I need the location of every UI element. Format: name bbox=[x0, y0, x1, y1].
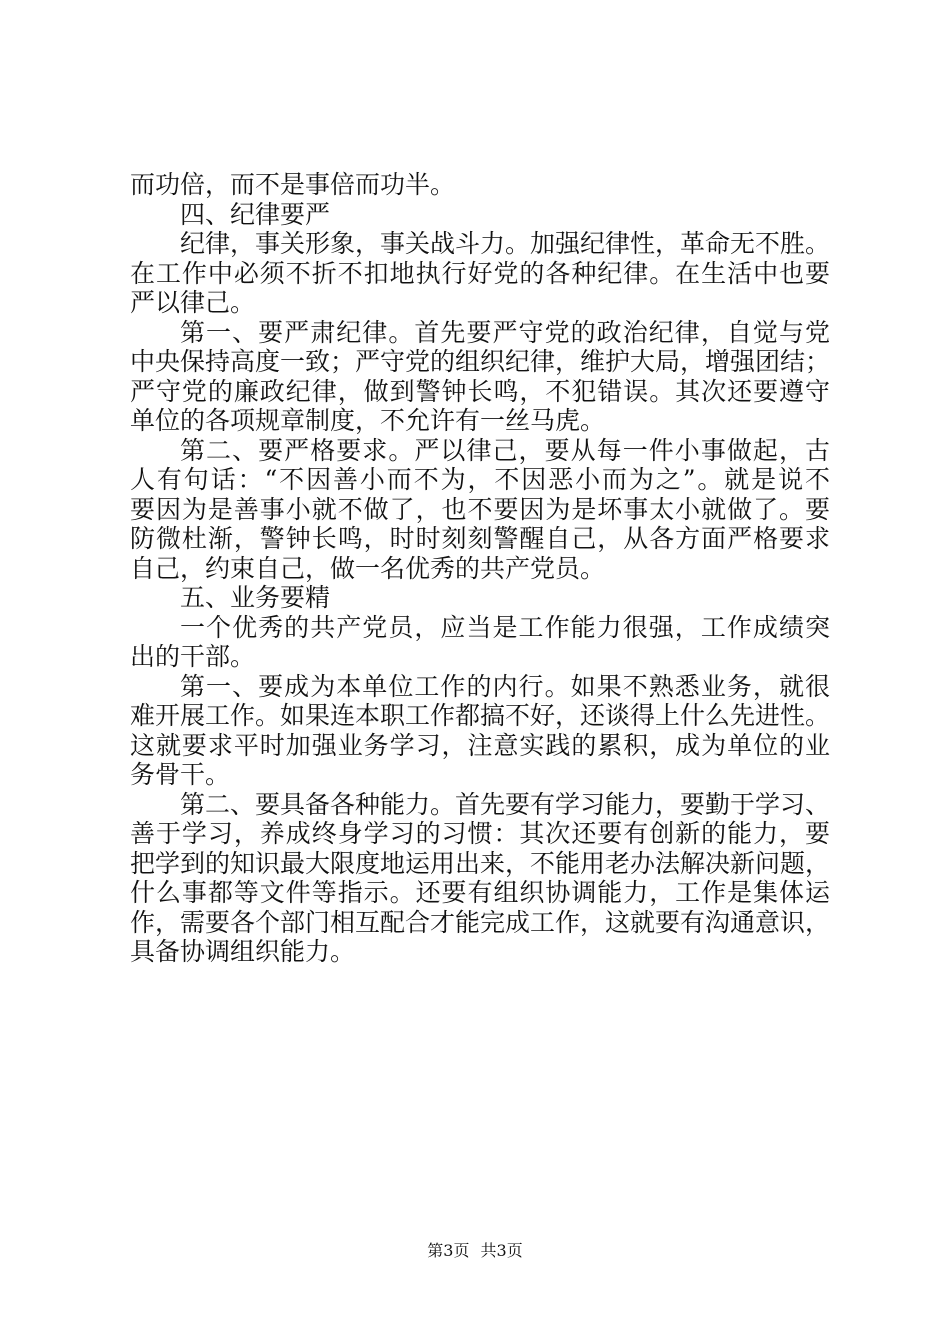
text-line: 人有句话：“不因善小而不为，不因恶小而为之”。就是说不 bbox=[130, 465, 830, 494]
body-text bbox=[130, 170, 830, 967]
text-line: 严以律己。 bbox=[130, 288, 256, 317]
text-line: 善于学习，养成终身学习的习惯：其次还要有创新的能力，要 bbox=[130, 819, 830, 848]
text-line: 在工作中必须不折不扣地执行好党的各种纪律。在生活中也要 bbox=[130, 258, 830, 288]
text-line: 单位的各项规章制度，不允许有一丝马虎。 bbox=[130, 406, 606, 435]
text-line: 第二、要具备各种能力。首先要有学习能力，要勤于学习、 bbox=[180, 789, 830, 819]
text-line: 第二、要严格要求。严以律己，要从每一件小事做起，古 bbox=[180, 435, 830, 465]
text-line: 一个优秀的共产党员，应当是工作能力很强，工作成绩突 bbox=[180, 612, 830, 642]
text-line: 务骨干。 bbox=[130, 760, 231, 789]
text-line: 出的干部。 bbox=[130, 642, 256, 671]
text-line: 严守党的廉政纪律，做到警钟长鸣，不犯错误。其次还要遵守 bbox=[130, 376, 830, 406]
page-total: 共3页 bbox=[480, 1241, 523, 1260]
text-line: 而功倍，而不是事倍而功半。 bbox=[130, 170, 456, 199]
text-line: 难开展工作。如果连本职工作都搞不好，还谈得上什么先进性。 bbox=[130, 701, 830, 730]
text-line: 作，需要各个部门相互配合才能完成工作，这就要有沟通意识， bbox=[130, 907, 830, 937]
text-line: 什么事都等文件等指示。还要有组织协调能力，工作是集体运 bbox=[130, 878, 830, 907]
text-line: 要因为是善事小就不做了，也不要因为是坏事太小就做了。要 bbox=[130, 494, 830, 524]
text-line: 五、业务要精 bbox=[180, 583, 331, 612]
text-line: 具备协调组织能力。 bbox=[130, 937, 356, 966]
text-line: 第一、要严肃纪律。首先要严守党的政治纪律，自觉与党 bbox=[180, 317, 830, 347]
page-footer bbox=[0, 1241, 950, 1261]
text-line: 中央保持高度一致；严守党的组织纪律，维护大局，增强团结； bbox=[130, 347, 830, 376]
text-line: 纪律，事关形象，事关战斗力。加强纪律性，革命无不胜。 bbox=[180, 229, 830, 258]
text-line: 第一、要成为本单位工作的内行。如果不熟悉业务，就很 bbox=[180, 671, 830, 701]
text-line: 把学到的知识最大限度地运用出来，不能用老办法解决新问题， bbox=[130, 848, 830, 878]
text-line: 四、纪律要严 bbox=[180, 199, 331, 229]
text-line: 防微杜渐，警钟长鸣，时时刻刻警醒自己，从各方面严格要求 bbox=[130, 524, 830, 553]
text-line: 这就要求平时加强业务学习，注意实践的累积，成为单位的业 bbox=[130, 730, 830, 760]
page-number: 第3页 bbox=[427, 1241, 470, 1260]
text-line: 自己，约束自己，做一名优秀的共产党员。 bbox=[130, 553, 606, 583]
